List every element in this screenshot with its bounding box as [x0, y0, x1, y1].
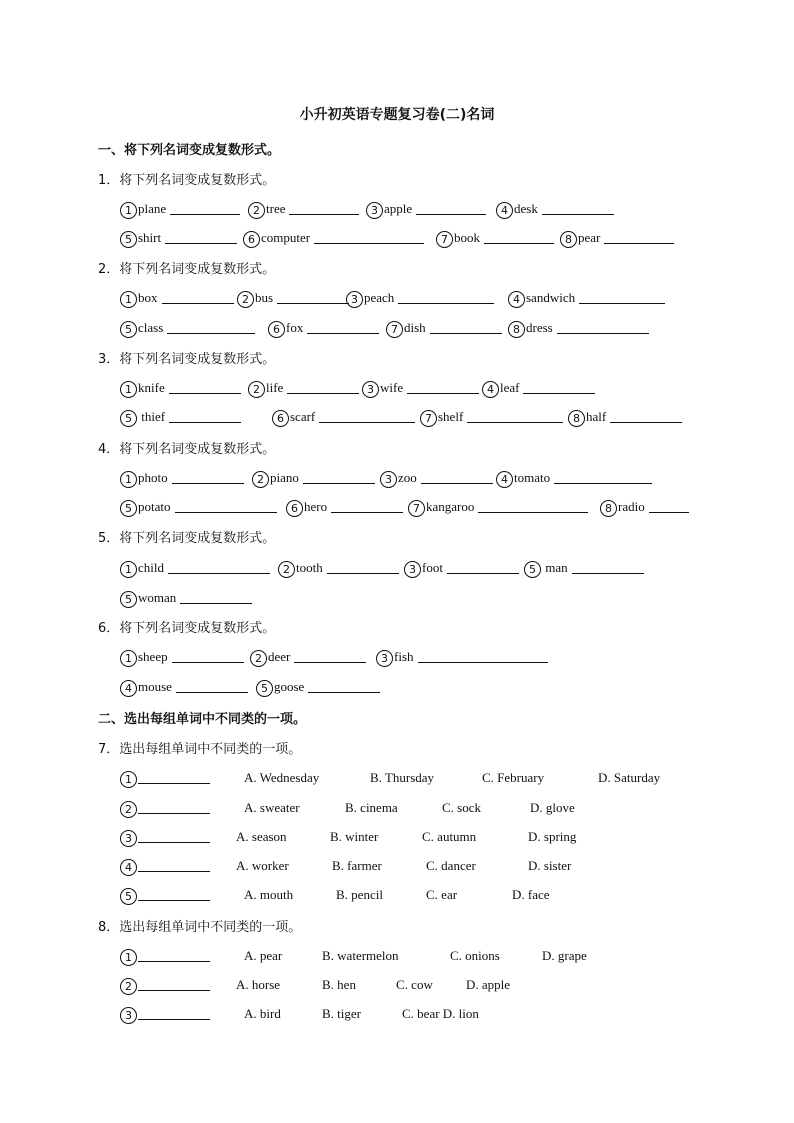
- word-row: [0, 558, 794, 578]
- choice-option[interactable]: C. cow: [396, 977, 433, 992]
- choice-option[interactable]: B. tiger: [322, 1006, 361, 1021]
- choice-row: [0, 768, 794, 788]
- answer-blank[interactable]: [478, 512, 588, 513]
- choice-option[interactable]: B. farmer: [332, 858, 382, 873]
- word-row: [0, 497, 794, 517]
- choice-row: [0, 975, 794, 995]
- answer-blank[interactable]: [170, 214, 240, 215]
- answer-blank[interactable]: [467, 422, 563, 423]
- word-text: tooth: [296, 560, 323, 575]
- answer-blank[interactable]: [649, 512, 689, 513]
- answer-blank[interactable]: [138, 783, 210, 784]
- choice-option[interactable]: A. sweater: [244, 800, 300, 815]
- choice-option[interactable]: A. horse: [236, 977, 281, 992]
- word-text: dress: [526, 320, 553, 335]
- answer-blank[interactable]: [430, 333, 502, 334]
- circled-number: 8: [600, 500, 617, 517]
- circled-number: 1: [120, 202, 137, 219]
- answer-blank[interactable]: [327, 573, 399, 574]
- choice-option[interactable]: D. apple: [466, 977, 511, 992]
- answer-blank[interactable]: [610, 422, 682, 423]
- word-item: [250, 647, 366, 667]
- choice-answer: [120, 1004, 210, 1024]
- answer-blank[interactable]: [175, 512, 277, 513]
- choice-option[interactable]: D. spring: [528, 829, 577, 844]
- word-text: thief: [138, 409, 166, 424]
- word-item: [120, 497, 277, 517]
- word-item: [508, 318, 649, 338]
- circled-number: 6: [268, 321, 285, 338]
- word-text: woman: [138, 590, 177, 605]
- circled-number: 2: [248, 381, 265, 398]
- circled-number: 1: [120, 291, 137, 308]
- circled-number: 2: [248, 202, 265, 219]
- choice-option[interactable]: A. season: [236, 829, 287, 844]
- word-item: [286, 497, 403, 517]
- circled-number: 8: [560, 231, 577, 248]
- circled-number: 5: [256, 680, 273, 697]
- page-title: 小升初英语专题复习卷(二)名词: [299, 107, 495, 123]
- word-text: computer: [261, 230, 311, 245]
- question-label: 4．将下列名词变成复数形式。: [98, 442, 276, 457]
- circled-number: 3: [346, 291, 363, 308]
- answer-blank[interactable]: [542, 214, 614, 215]
- choice-option[interactable]: C. ear: [426, 887, 458, 902]
- word-item: [346, 288, 494, 308]
- answer-blank[interactable]: [557, 333, 649, 334]
- word-text: potato: [138, 499, 171, 514]
- word-item: [120, 558, 270, 578]
- choice-option[interactable]: B. Thursday: [370, 770, 435, 785]
- answer-blank[interactable]: [277, 303, 349, 304]
- answer-blank[interactable]: [172, 483, 244, 484]
- word-row: [0, 199, 794, 219]
- answer-blank[interactable]: [331, 512, 403, 513]
- word-text: deer: [268, 649, 291, 664]
- circled-number: 4: [496, 471, 513, 488]
- question-label: 8．选出每组单词中不同类的一项。: [98, 920, 302, 935]
- answer-blank[interactable]: [307, 333, 379, 334]
- choice-answer: [120, 946, 210, 966]
- question-label: 1．将下列名词变成复数形式。: [98, 173, 276, 188]
- word-text: book: [454, 230, 480, 245]
- answer-blank[interactable]: [138, 813, 210, 814]
- circled-number: 5: [120, 888, 137, 905]
- word-text: life: [266, 380, 284, 395]
- answer-blank[interactable]: [407, 393, 479, 394]
- answer-blank[interactable]: [554, 483, 652, 484]
- choice-answer: [120, 885, 210, 905]
- word-text: half: [586, 409, 607, 424]
- choice-option[interactable]: C. onions: [450, 948, 500, 963]
- word-text: radio: [618, 499, 645, 514]
- answer-blank[interactable]: [418, 662, 548, 663]
- circled-number: 5: [524, 561, 541, 578]
- circled-number: 3: [380, 471, 397, 488]
- word-item: [120, 228, 237, 248]
- word-text: fish: [394, 649, 414, 664]
- answer-blank[interactable]: [138, 842, 210, 843]
- answer-blank[interactable]: [579, 303, 665, 304]
- word-row: [0, 318, 794, 338]
- answer-blank[interactable]: [180, 603, 252, 604]
- word-text: plane: [138, 201, 167, 216]
- word-item: [496, 468, 652, 488]
- word-item: [272, 407, 415, 427]
- word-item: [256, 677, 380, 697]
- circled-number: 3: [366, 202, 383, 219]
- question-label: 5．将下列名词变成复数形式。: [98, 531, 276, 546]
- word-item: [248, 199, 359, 219]
- answer-blank[interactable]: [167, 333, 255, 334]
- circled-number: 3: [404, 561, 421, 578]
- answer-blank[interactable]: [138, 1019, 210, 1020]
- word-text: class: [138, 320, 164, 335]
- question-label: 2．将下列名词变成复数形式。: [98, 262, 276, 277]
- word-item: [252, 468, 375, 488]
- word-item: [560, 228, 674, 248]
- circled-number: 2: [250, 650, 267, 667]
- answer-blank[interactable]: [176, 692, 248, 693]
- choice-option[interactable]: A. mouth: [244, 887, 294, 902]
- answer-blank[interactable]: [308, 692, 380, 693]
- circled-number: 4: [496, 202, 513, 219]
- circled-number: 3: [120, 1007, 137, 1024]
- circled-number: 4: [508, 291, 525, 308]
- word-item: [278, 558, 399, 578]
- word-text: goose: [274, 679, 305, 694]
- circled-number: 5: [120, 591, 137, 608]
- circled-number: 4: [482, 381, 499, 398]
- choice-option[interactable]: A. worker: [236, 858, 289, 873]
- word-item: [366, 199, 486, 219]
- word-item: [120, 677, 248, 697]
- circled-number: 8: [508, 321, 525, 338]
- answer-blank[interactable]: [319, 422, 415, 423]
- word-text: piano: [270, 470, 299, 485]
- answer-blank[interactable]: [165, 243, 237, 244]
- choice-option[interactable]: D. sister: [528, 858, 572, 873]
- circled-number: 6: [243, 231, 260, 248]
- circled-number: 1: [120, 561, 137, 578]
- word-text: sheep: [138, 649, 168, 664]
- answer-blank[interactable]: [138, 900, 210, 901]
- answer-blank[interactable]: [294, 662, 366, 663]
- circled-number: 3: [120, 830, 137, 847]
- circled-number: 2: [278, 561, 295, 578]
- word-item: [376, 647, 548, 667]
- section-heading-1: 一、将下列名词变成复数形式。: [98, 143, 281, 158]
- choice-option[interactable]: C. bear D. lion: [402, 1006, 479, 1021]
- answer-blank[interactable]: [169, 393, 241, 394]
- word-item: [120, 407, 241, 427]
- choice-option[interactable]: B. cinema: [345, 800, 398, 815]
- word-row: [0, 468, 794, 488]
- word-item: [420, 407, 563, 427]
- choice-option[interactable]: B. winter: [330, 829, 379, 844]
- circled-number: 5: [120, 410, 137, 427]
- word-item: [600, 497, 689, 517]
- circled-number: 5: [120, 321, 137, 338]
- question-label: 7．选出每组单词中不同类的一项。: [98, 742, 302, 757]
- choice-option[interactable]: B. pencil: [336, 887, 383, 902]
- answer-blank[interactable]: [572, 573, 644, 574]
- word-item: [362, 378, 479, 398]
- answer-blank[interactable]: [398, 303, 494, 304]
- word-text: photo: [138, 470, 168, 485]
- answer-blank[interactable]: [138, 961, 210, 962]
- answer-blank[interactable]: [138, 990, 210, 991]
- section-heading-2: 二、选出每组单词中不同类的一项。: [98, 712, 307, 727]
- circled-number: 7: [420, 410, 437, 427]
- word-item: [243, 228, 424, 248]
- answer-blank[interactable]: [303, 483, 375, 484]
- word-row: [0, 677, 794, 697]
- circled-number: 5: [120, 500, 137, 517]
- answer-blank[interactable]: [421, 483, 493, 484]
- choice-row: [0, 1004, 794, 1024]
- circled-number: 5: [120, 231, 137, 248]
- circled-number: 1: [120, 381, 137, 398]
- answer-blank[interactable]: [287, 393, 359, 394]
- word-text: leaf: [500, 380, 520, 395]
- choice-option[interactable]: A. Wednesday: [244, 770, 320, 785]
- choice-option[interactable]: A. bird: [244, 1006, 281, 1021]
- word-text: knife: [138, 380, 165, 395]
- choice-option[interactable]: C. sock: [442, 800, 481, 815]
- choice-answer: [120, 975, 210, 995]
- answer-blank[interactable]: [168, 573, 270, 574]
- word-item: [408, 497, 588, 517]
- word-row: [0, 407, 794, 427]
- word-item: [436, 228, 554, 248]
- circled-number: 2: [120, 801, 137, 818]
- word-item: [120, 588, 252, 608]
- word-item: [380, 468, 493, 488]
- word-text: mouse: [138, 679, 172, 694]
- question-label: 6．将下列名词变成复数形式。: [98, 621, 276, 636]
- word-text: foot: [422, 560, 443, 575]
- word-text: man: [542, 560, 568, 575]
- answer-blank[interactable]: [289, 214, 359, 215]
- answer-blank[interactable]: [162, 303, 234, 304]
- circled-number: 3: [362, 381, 379, 398]
- choice-row: [0, 856, 794, 876]
- word-row: [0, 288, 794, 308]
- answer-blank[interactable]: [138, 871, 210, 872]
- choice-answer: [120, 768, 210, 788]
- word-item: [120, 378, 241, 398]
- word-text: child: [138, 560, 164, 575]
- word-text: box: [138, 290, 158, 305]
- choice-row: [0, 798, 794, 818]
- answer-blank[interactable]: [314, 243, 424, 244]
- answer-blank[interactable]: [523, 393, 595, 394]
- word-text: apple: [384, 201, 413, 216]
- answer-blank[interactable]: [172, 662, 244, 663]
- choice-row: [0, 885, 794, 905]
- choice-answer: [120, 856, 210, 876]
- word-text: shirt: [138, 230, 162, 245]
- choice-option[interactable]: C. autumn: [422, 829, 477, 844]
- word-text: dish: [404, 320, 426, 335]
- word-text: tree: [266, 201, 286, 216]
- choice-option[interactable]: B. hen: [322, 977, 356, 992]
- circled-number: 8: [568, 410, 585, 427]
- choice-answer: [120, 827, 210, 847]
- word-row: [0, 228, 794, 248]
- word-row: [0, 378, 794, 398]
- circled-number: 1: [120, 471, 137, 488]
- choice-option[interactable]: D. face: [512, 887, 550, 902]
- word-text: peach: [364, 290, 395, 305]
- word-item: [120, 199, 240, 219]
- word-text: zoo: [398, 470, 417, 485]
- choice-option[interactable]: D. Saturday: [598, 770, 661, 785]
- circled-number: 1: [120, 949, 137, 966]
- circled-number: 1: [120, 650, 137, 667]
- choice-option[interactable]: C. February: [482, 770, 545, 785]
- circled-number: 4: [120, 680, 137, 697]
- word-item: [496, 199, 614, 219]
- circled-number: 3: [376, 650, 393, 667]
- circled-number: 2: [252, 471, 269, 488]
- answer-blank[interactable]: [169, 422, 241, 423]
- answer-blank[interactable]: [447, 573, 519, 574]
- word-item: [120, 318, 255, 338]
- answer-blank[interactable]: [416, 214, 486, 215]
- word-text: shelf: [438, 409, 464, 424]
- word-text: tomato: [514, 470, 551, 485]
- choice-option[interactable]: C. dancer: [426, 858, 476, 873]
- word-item: [524, 558, 644, 578]
- circled-number: 2: [120, 978, 137, 995]
- word-item: [508, 288, 665, 308]
- word-item: [237, 288, 349, 308]
- word-row: [0, 588, 794, 608]
- circled-number: 1: [120, 771, 137, 788]
- word-item: [404, 558, 519, 578]
- circled-number: 2: [237, 291, 254, 308]
- word-text: kangaroo: [426, 499, 475, 514]
- circled-number: 7: [436, 231, 453, 248]
- word-text: hero: [304, 499, 328, 514]
- word-row: [0, 647, 794, 667]
- word-item: [120, 647, 244, 667]
- word-item: [120, 288, 234, 308]
- choice-row: [0, 827, 794, 847]
- word-text: pear: [578, 230, 601, 245]
- word-text: desk: [514, 201, 538, 216]
- circled-number: 6: [272, 410, 289, 427]
- word-item: [568, 407, 682, 427]
- word-text: fox: [286, 320, 304, 335]
- word-text: bus: [255, 290, 274, 305]
- question-label: 3．将下列名词变成复数形式。: [98, 352, 276, 367]
- choice-option[interactable]: D. grape: [542, 948, 587, 963]
- word-item: [120, 468, 244, 488]
- answer-blank[interactable]: [484, 243, 554, 244]
- word-item: [482, 378, 595, 398]
- circled-number: 7: [386, 321, 403, 338]
- word-item: [248, 378, 359, 398]
- word-text: sandwich: [526, 290, 576, 305]
- circled-number: 7: [408, 500, 425, 517]
- word-text: wife: [380, 380, 404, 395]
- choice-option[interactable]: A. pear: [244, 948, 283, 963]
- word-text: scarf: [290, 409, 316, 424]
- circled-number: 6: [286, 500, 303, 517]
- choice-answer: [120, 798, 210, 818]
- choice-option[interactable]: B. watermelon: [322, 948, 399, 963]
- circled-number: 4: [120, 859, 137, 876]
- choice-row: [0, 946, 794, 966]
- answer-blank[interactable]: [604, 243, 674, 244]
- word-item: [386, 318, 502, 338]
- choice-option[interactable]: D. glove: [530, 800, 575, 815]
- word-item: [268, 318, 379, 338]
